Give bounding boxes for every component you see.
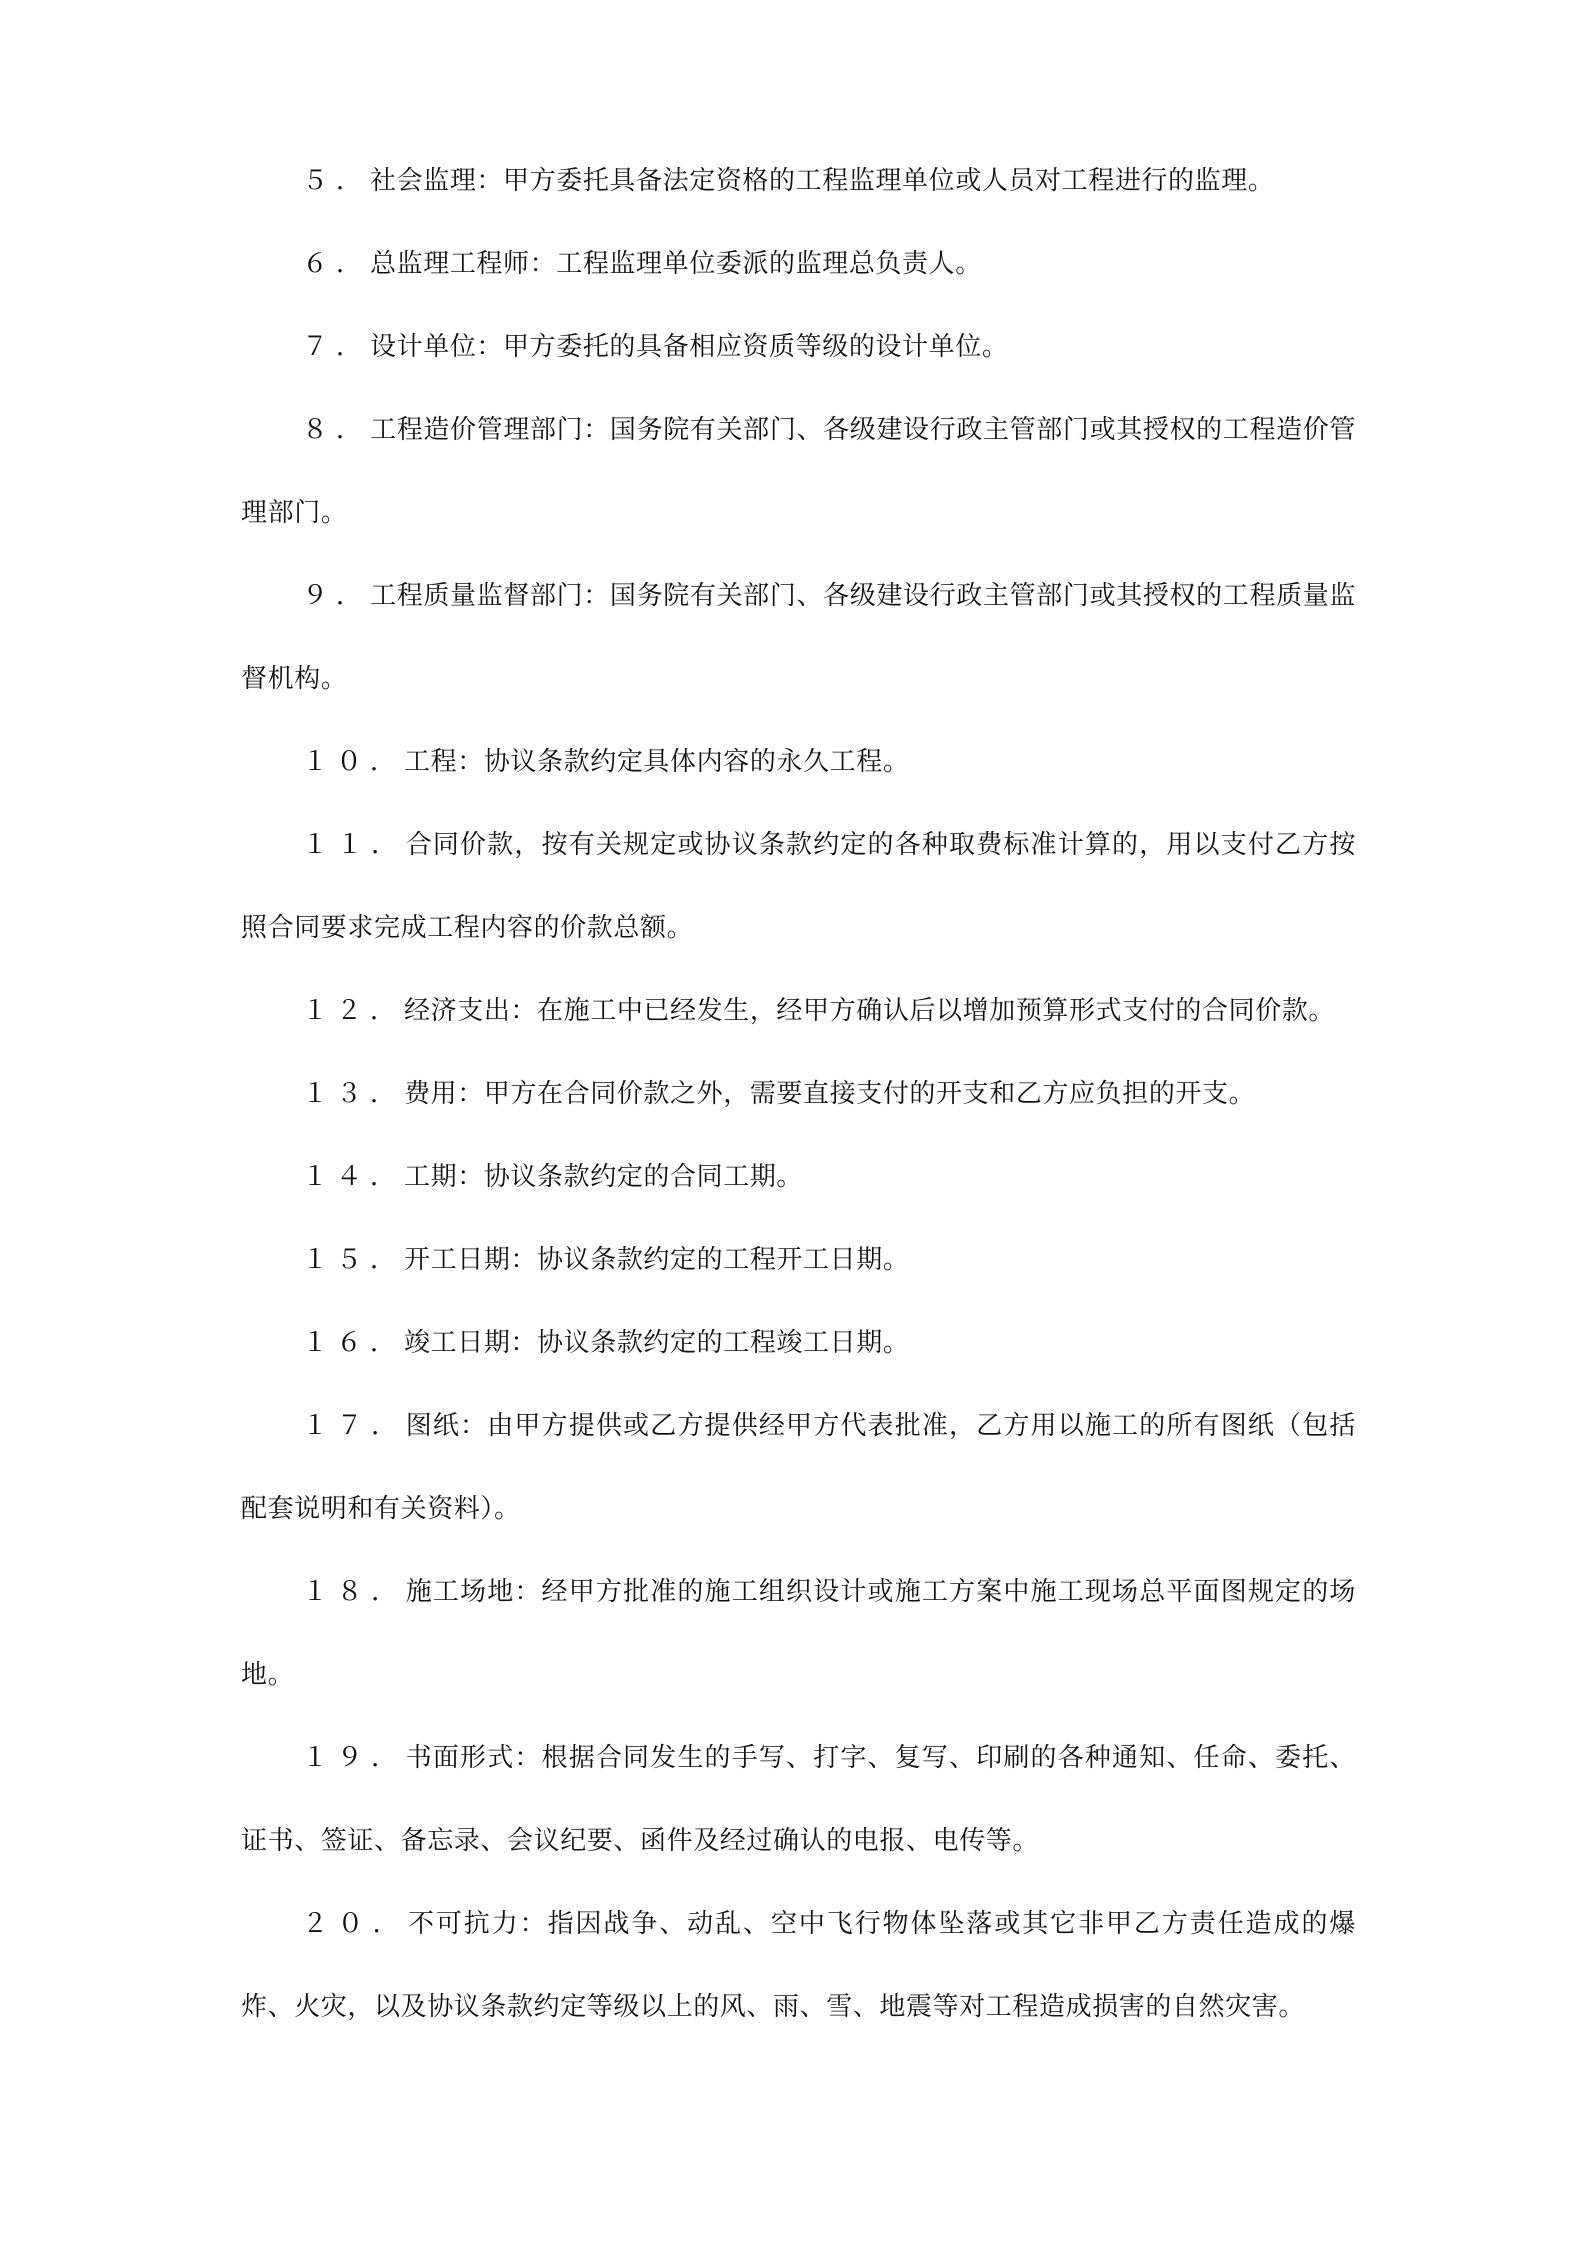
clause-number: １７． bbox=[302, 1411, 406, 1441]
clause-text: 工程：协议条款约定具体内容的永久工程。 bbox=[404, 747, 910, 777]
clause-number: １５． bbox=[302, 1245, 405, 1275]
clause-number: １１． bbox=[302, 830, 406, 860]
clause-text: 社会监理：甲方委托具备法定资格的工程监理单位或人员对工程进行的监理。 bbox=[370, 166, 1275, 196]
clause-8 bbox=[241, 389, 1356, 555]
clause-text: 费用：甲方在合同价款之外，需要直接支付的开支和乙方应负担的开支。 bbox=[404, 1079, 1256, 1109]
clause-6 bbox=[241, 223, 1356, 306]
clause-11 bbox=[241, 804, 1356, 970]
clause-number: ７． bbox=[302, 332, 371, 362]
clause-text: 开工日期：协议条款约定的工程开工日期。 bbox=[404, 1245, 910, 1275]
clause-number: ５． bbox=[302, 166, 371, 196]
clause-list bbox=[241, 140, 1356, 2049]
clause-number: １６． bbox=[302, 1328, 405, 1358]
clause-text: 竣工日期：协议条款约定的工程竣工日期。 bbox=[404, 1328, 910, 1358]
clause-number: ２０． bbox=[302, 1909, 408, 1939]
clause-10 bbox=[241, 721, 1356, 804]
clause-text: 设计单位：甲方委托的具备相应资质等级的设计单位。 bbox=[370, 332, 1009, 362]
clause-text: 经济支出：在施工中已经发生，经甲方确认后以增加预算形式支付的合同价款。 bbox=[404, 996, 1336, 1026]
clause-text: 合同价款，按有关规定或协议条款约定的各种取费标准计算的，用以支付乙方按照合同要求完成工程内容的价款总额。 bbox=[241, 830, 1356, 943]
clause-number: １０． bbox=[302, 747, 405, 777]
clause-text: 工期：协议条款约定的合同工期。 bbox=[404, 1162, 804, 1192]
clause-number: １２． bbox=[302, 996, 405, 1026]
clause-18 bbox=[241, 1551, 1356, 1717]
clause-text: 不可抗力：指因战争、动乱、空中飞行物体坠落或其它非甲乙方责任造成的爆炸、火灾，以及协议条款约定等级以上的风、雨、雪、地震等对工程造成损害的自然灾害。 bbox=[241, 1909, 1356, 2022]
clause-number: １８． bbox=[302, 1577, 406, 1607]
clause-19 bbox=[241, 1717, 1356, 1883]
clause-text: 总监理工程师：工程监理单位委派的监理总负责人。 bbox=[370, 249, 982, 279]
clause-text: 工程质量监督部门：国务院有关部门、各级建设行政主管部门或其授权的工程质量监督机构。 bbox=[241, 581, 1356, 694]
clause-number: １４． bbox=[302, 1162, 405, 1192]
clause-16 bbox=[241, 1302, 1356, 1385]
clause-text: 图纸：由甲方提供或乙方提供经甲方代表批准，乙方用以施工的所有图纸（包括配套说明和有关资料）。 bbox=[241, 1411, 1356, 1524]
clause-12 bbox=[241, 970, 1356, 1053]
clause-number: ６． bbox=[302, 249, 371, 279]
clause-20 bbox=[241, 1883, 1356, 2049]
clause-9 bbox=[241, 555, 1356, 721]
clause-number: ９． bbox=[302, 581, 371, 611]
clause-7 bbox=[241, 306, 1356, 389]
clause-number: １３． bbox=[302, 1079, 405, 1109]
clause-17 bbox=[241, 1385, 1356, 1551]
clause-5 bbox=[241, 140, 1356, 223]
clause-15 bbox=[241, 1219, 1356, 1302]
clause-14 bbox=[241, 1136, 1356, 1219]
clause-number: ８． bbox=[302, 415, 371, 445]
clause-text: 施工场地：经甲方批准的施工组织设计或施工方案中施工现场总平面图规定的场地。 bbox=[241, 1577, 1356, 1690]
clause-text: 工程造价管理部门：国务院有关部门、各级建设行政主管部门或其授权的工程造价管理部门。 bbox=[241, 415, 1356, 528]
clause-text: 书面形式：根据合同发生的手写、打字、复写、印刷的各种通知、任命、委托、证书、签证、备忘录、会议纪要、函件及经过确认的电报、电传等。 bbox=[241, 1743, 1356, 1856]
clause-13 bbox=[241, 1053, 1356, 1136]
clause-number: １９． bbox=[302, 1743, 406, 1773]
